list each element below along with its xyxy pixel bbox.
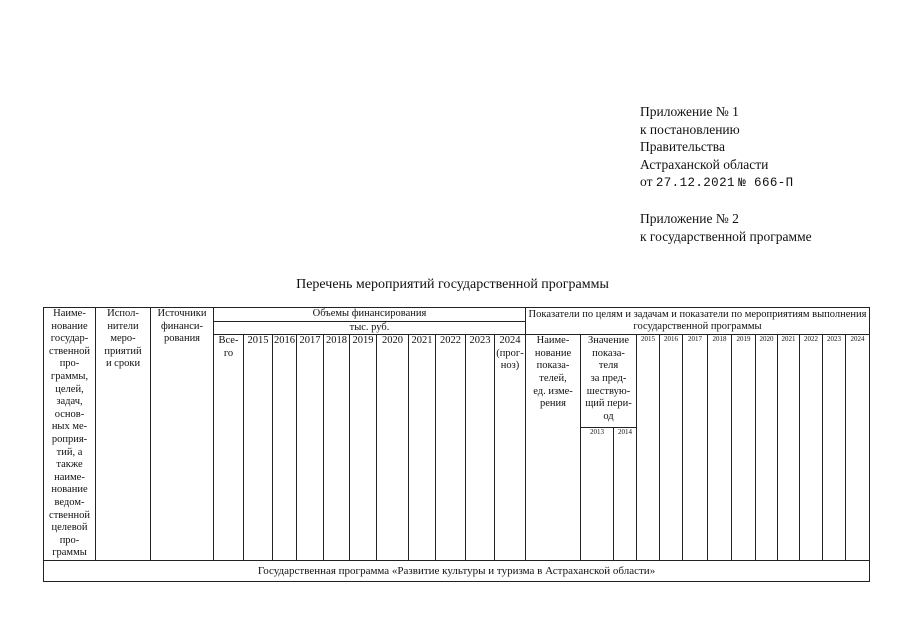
header-year: 2015 xyxy=(244,335,273,561)
appendix-2-line: к государственной программе xyxy=(640,228,812,244)
header-funding-volumes: Объемы финансирования xyxy=(214,308,526,322)
header-indicator-year: 2024 xyxy=(846,335,870,561)
appendix-1-line: Астраханской области xyxy=(640,156,769,172)
appendix-1-line: к постановлению xyxy=(640,121,740,137)
header-indicator-year: 2016 xyxy=(660,335,683,561)
header-year: 2022 xyxy=(436,335,466,561)
header-indicator-year: 2023 xyxy=(823,335,846,561)
document-title: Перечень мероприятий государственной программы xyxy=(296,277,609,292)
header-indicator-year: 2015 xyxy=(637,335,660,561)
header-indicator-year: 2022 xyxy=(800,335,823,561)
resolution-number: № 666-П xyxy=(738,176,794,190)
header-year: 2023 xyxy=(466,335,495,561)
header-year: 2020 xyxy=(377,335,409,561)
program-row: Государственная программа «Развитие культуры и туризма в Астраханской области» xyxy=(44,560,870,581)
appendix-2-block xyxy=(640,210,812,245)
header-program-name: Наиме- нование государ- ственной про- граммы, целей, задач, основ- ных ме- роприя- тий, а также наиме- нование ведом- ственной целевой про- граммы xyxy=(44,308,96,561)
header-previous-value: Значение показа- теля за пред- шествую- щий пери- од xyxy=(581,335,637,428)
header-indicators: Показатели по целям и задачам и показатели по мероприятиям выполнения государственной программы xyxy=(526,308,870,335)
appendix-2-line: Приложение № 2 xyxy=(640,211,739,226)
header-forecast-year: 2024 (прог- ноз) xyxy=(495,335,526,561)
header-indicator-year: 2017 xyxy=(683,335,708,561)
header-year: 2017 xyxy=(297,335,324,561)
header-indicator-year: 2021 xyxy=(778,335,800,561)
header-indicator-year: 2020 xyxy=(756,335,778,561)
appendix-1-line: Правительства xyxy=(640,139,725,154)
header-year: 2019 xyxy=(350,335,377,561)
resolution-date: 27.12.2021 xyxy=(655,176,735,190)
header-indicator-year: 2018 xyxy=(708,335,732,561)
header-funding-sources: Источники финанси- рования xyxy=(151,308,214,561)
header-year: 2021 xyxy=(409,335,436,561)
header-indicator-year: 2019 xyxy=(732,335,756,561)
header-year: 2018 xyxy=(324,335,350,561)
header-total: Все- го xyxy=(214,335,244,561)
header-executors: Испол- нители меро- приятий и сроки xyxy=(96,308,151,561)
header-prev-year: 2014 xyxy=(614,427,637,560)
header-prev-year: 2013 xyxy=(581,427,614,560)
header-indicator-name: Наиме- нование показа- телей, ед. изме- рения xyxy=(526,335,581,561)
appendix-1-line: Приложение № 1 xyxy=(640,104,739,119)
appendix-1-date-line xyxy=(640,173,794,193)
appendix-1-block xyxy=(640,103,794,193)
header-year: 2016 xyxy=(273,335,297,561)
header-funding-unit: тыс. руб. xyxy=(214,321,526,335)
measures-table xyxy=(43,307,870,582)
date-prefix: от xyxy=(640,174,653,189)
